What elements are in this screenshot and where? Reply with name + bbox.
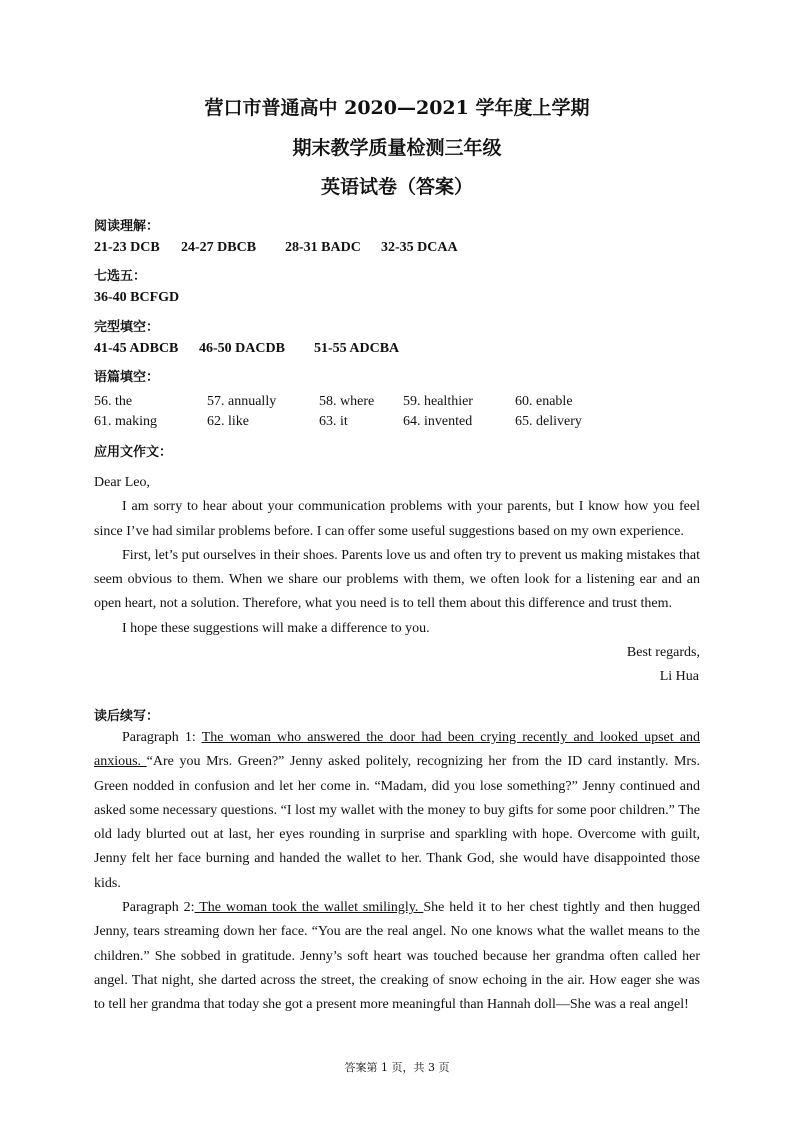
answer-group: 28-31 BADC — [285, 240, 361, 255]
answer-group: 32-35 DCAA — [381, 240, 458, 255]
letter-closing: Best regards, — [626, 645, 700, 661]
section-label-reading: 阅读理解： — [94, 219, 160, 234]
answer-group: 36-40 BCFGD — [94, 290, 180, 305]
answer-group: 51-55 ADCBA — [314, 341, 400, 356]
letter-paragraph: First, let’s put ourselves in their shoes. Parents love us and often try to prevent us making mistakes that seem obvious to them. When we share our problems with them, we often look for a listening ear and an open heart, not a solution. Therefore, what you need is to tell them about this difference and trust them. — [94, 547, 700, 612]
letter-salutation: Dear Leo, — [94, 475, 150, 490]
section-label-seven: 七选五： — [94, 269, 147, 284]
paragraph-prefix: Paragraph 2: — [122, 900, 195, 916]
paragraph-text: “Are you Mrs. Green?” Jenny asked politely, recognizing her from the ID card instantly. Mrs. Green nodded in confusion and let her come in. “Madam, did you lose something?” Jenny continued and asked some necessary questions. “I lost my wallet with the money to buy gifts for some poor children.” The old lady blurted out at last, her eyes rounding in surprise and sparkling with hope. Overcome with guilt, Jenny felt her face burning and handed the wallet to her. Thank God, she would have disappointed those kids. — [94, 754, 700, 891]
given-opening-sentence: The woman who answered the door had been crying recently and looked upset and anxious. — [94, 730, 700, 770]
section-label-continuation: 读后续写： — [94, 709, 160, 724]
letter-paragraph: I hope these suggestions will make a difference to you. — [122, 620, 430, 636]
section-label-cloze: 完型填空： — [94, 320, 160, 335]
cloze-answers — [0, 341, 794, 361]
paragraph-text: She held it to her chest tightly and then hugged Jenny, tears streaming down her face. “You are the real angel. No one knows what the wallet means to the children.” She sobbed in gratitude. Jenny’s soft heart was touched because her grandma often called her angel. That night, she darted across the street, the creaking of snow echoing in the air. How eager she was to tell her grandma that today she got a present more meaningful than Hannah doll—She was a real angel! — [94, 900, 700, 1013]
grammar-row-1 — [0, 394, 794, 414]
exam-title-line3: 英语试卷（答案） — [320, 176, 473, 198]
fill-answer: 56. the — [94, 394, 133, 409]
seven-answers — [0, 290, 794, 310]
continuation-paragraph-2 — [94, 896, 700, 1017]
reading-answers — [0, 240, 794, 260]
letter-body — [94, 471, 700, 690]
fill-answer: 57. annually — [207, 394, 277, 409]
fill-answer: 59. healthier — [403, 394, 473, 409]
answer-group: 41-45 ADBCB — [94, 341, 179, 356]
continuation-body — [94, 726, 700, 1018]
fill-answer: 62. like — [207, 414, 249, 429]
answer-group: 24-27 DBCB — [181, 240, 257, 255]
fill-answer: 60. enable — [515, 394, 573, 409]
continuation-paragraph-1 — [94, 726, 700, 896]
section-label-writing: 应用文作文： — [94, 445, 173, 460]
fill-answer: 64. invented — [403, 414, 473, 429]
grammar-row-2 — [0, 414, 794, 434]
answer-group: 21-23 DCB — [94, 240, 160, 255]
answer-group: 46-50 DACDB — [199, 341, 285, 356]
paragraph-prefix: Paragraph 1: — [122, 730, 202, 745]
section-label-grammar: 语篇填空： — [94, 370, 160, 385]
fill-answer: 61. making — [94, 414, 157, 429]
letter-paragraph: I am sorry to hear about your communication problems with your parents, but I know how you feel since I’ve had similar problems before. I can offer some useful suggestions based on my own experience. — [94, 499, 700, 539]
fill-answer: 63. it — [319, 414, 348, 429]
fill-answer: 65. delivery — [515, 414, 582, 429]
page-footer: 答案第 1 页，共 3 页 — [344, 1061, 450, 1074]
fill-answer: 58. where — [319, 394, 375, 409]
exam-title-line2: 期末教学质量检测三年级 — [292, 137, 502, 159]
given-opening-sentence: The woman took the wallet smilingly. — [194, 900, 424, 916]
exam-title-line1: 营口市普通高中 2020—2021 学年度上学期 — [204, 97, 590, 119]
letter-signature: Li Hua — [659, 669, 699, 685]
